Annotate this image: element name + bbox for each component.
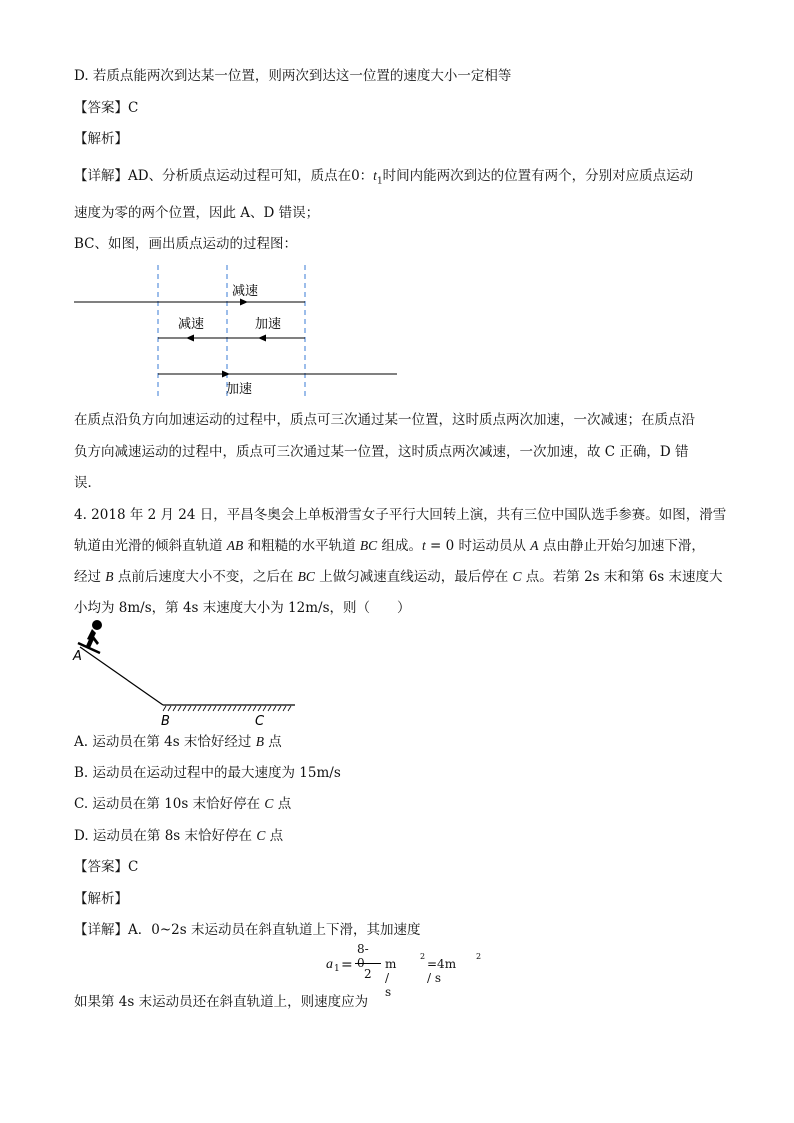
question-4-line-2 xyxy=(74,536,705,556)
option-d-post: 点 xyxy=(265,828,284,844)
option-a-point: B xyxy=(255,734,264,749)
q4-l2-c: 组成。 xyxy=(377,538,422,554)
q4-l3-d: 上做匀减速直线运动，最后停在 xyxy=(314,569,513,585)
option-c xyxy=(74,794,291,814)
option-d xyxy=(74,826,283,846)
answer-label-2: 【答案】C xyxy=(74,859,139,875)
q4-l2-e: 点由静止开始匀加速下滑， xyxy=(538,538,705,554)
q4-track-ab: AB xyxy=(226,538,244,553)
label-top-decelerate: 减速 xyxy=(232,284,259,299)
formula-lhs: a xyxy=(326,957,333,972)
formula-unit-sup: 2 xyxy=(420,952,426,961)
formula-result: =4m / s xyxy=(427,957,457,985)
formula-lhs-sub: 1 xyxy=(334,964,340,974)
point-c-label: C xyxy=(255,714,265,729)
paragraph-1-line-3: 误． xyxy=(74,475,101,491)
q4-l3-e: 点。若第 2s 末和第 6s 末速度大 xyxy=(521,569,723,585)
q4-track-bc: BC xyxy=(359,538,378,553)
detail-1a-zero: 0 xyxy=(351,168,360,184)
paragraph-1-line-2: 负方向减速运动的过程中，质点可三次通过某一位置，这时质点两次减速，一次加速，故 C 正确，D 错 xyxy=(74,444,689,460)
q4-l2-b: 和粗糙的水平轨道 xyxy=(243,538,360,554)
option-a xyxy=(74,732,282,752)
motion-process-diagram xyxy=(0,0,794,420)
detail-1a-sub: 1 xyxy=(376,176,383,187)
q4-point-a: A xyxy=(530,538,539,553)
option-b: B. 运动员在运动过程中的最大速度为 15m/s xyxy=(74,765,341,781)
mid-left-arrow-icon xyxy=(186,335,194,342)
option-a-post: 点 xyxy=(263,734,282,750)
formula-numerator: 8-0 xyxy=(357,942,369,970)
q4-point-b: B xyxy=(105,569,114,584)
detail-1a-pre: 【详解】AD、分析质点运动过程可知，质点在 xyxy=(74,168,352,184)
option-d-pre: D. 运动员在第 8s 末恰好停在 xyxy=(74,828,257,844)
paragraph-1-line-1: 在质点沿负方向加速运动的过程中，质点可三次通过某一位置，这时质点两次加速，一次减速；在质点沿 xyxy=(74,412,695,428)
detail-1-line-c: BC、如图，画出质点运动的过程图： xyxy=(74,236,298,252)
detail-1-line-b: 速度为零的两个位置，因此 A、D 错误； xyxy=(74,205,320,221)
option-d-previous: D. 若质点能两次到达某一位置，则两次到达这一位置的速度大小一定相等 xyxy=(74,68,512,84)
question-4-line-3 xyxy=(74,567,723,587)
rough-surface-hatching xyxy=(163,706,291,711)
top-right-arrow-icon xyxy=(240,299,248,306)
mid-right-arrow-icon xyxy=(258,335,266,342)
formula-eq: = xyxy=(341,957,353,973)
label-bottom-accelerate: 加速 xyxy=(226,382,253,397)
analysis-label-2: 【解析】 xyxy=(74,891,128,907)
point-b-label: B xyxy=(161,714,170,729)
detail-1a-t: t xyxy=(373,168,377,183)
option-d-point: C xyxy=(256,828,266,843)
formula-denominator: 2 xyxy=(364,967,372,981)
label-mid-accelerate: 加速 xyxy=(255,317,282,332)
option-c-pre: C. 运动员在第 10s 末恰好停在 xyxy=(74,796,265,812)
q4-point-c: C xyxy=(512,569,522,584)
ski-track-diagram xyxy=(0,615,320,730)
detail-1a-post: 时间内能两次到达的位置有两个，分别对应质点运动 xyxy=(382,168,694,184)
q4-l3-a: 经过 xyxy=(74,569,106,585)
analysis-label-1: 【解析】 xyxy=(74,131,128,147)
q4-l2-d: = 0 时运动员从 xyxy=(425,538,531,554)
slope-ab xyxy=(80,647,163,705)
fraction-bar xyxy=(355,963,381,964)
formula-unit: m / s xyxy=(385,957,397,999)
detail-2: 【详解】A．0~2s 末运动员在斜直轨道上下滑，其加速度 xyxy=(74,922,421,938)
q4-l3-c: 点前后速度大小不变，之后在 xyxy=(113,569,298,585)
answer-label-1: 【答案】C xyxy=(74,100,139,116)
label-mid-decelerate: 减速 xyxy=(178,317,205,332)
bottom-right-arrow-icon xyxy=(222,371,230,378)
q4-l2-a: 轨道由光滑的倾斜直轨道 xyxy=(74,538,227,554)
last-line: 如果第 4s 末运动员还在斜直轨道上，则速度应为 xyxy=(74,994,369,1010)
q4-time-t: t xyxy=(421,538,426,553)
question-4-line-4: 小均为 8m/s，第 4s 末速度大小为 12m/s，则（ ） xyxy=(74,600,411,616)
q4-track-bc-2: BC xyxy=(297,569,315,584)
option-a-pre: A. 运动员在第 4s 末恰好经过 xyxy=(74,734,256,750)
question-4-line-1: 4. 2018 年 2 月 24 日，平昌冬奥会上单板滑雪女子平行大回转上演，共有三位中国队选手参赛。如图，滑雪 xyxy=(74,507,727,523)
detail-1a-sep: ： xyxy=(359,168,374,184)
formula-result-sup: 2 xyxy=(476,952,482,961)
option-c-post: 点 xyxy=(273,796,292,812)
point-a-label: A xyxy=(73,649,82,664)
option-c-point: C xyxy=(264,796,274,811)
